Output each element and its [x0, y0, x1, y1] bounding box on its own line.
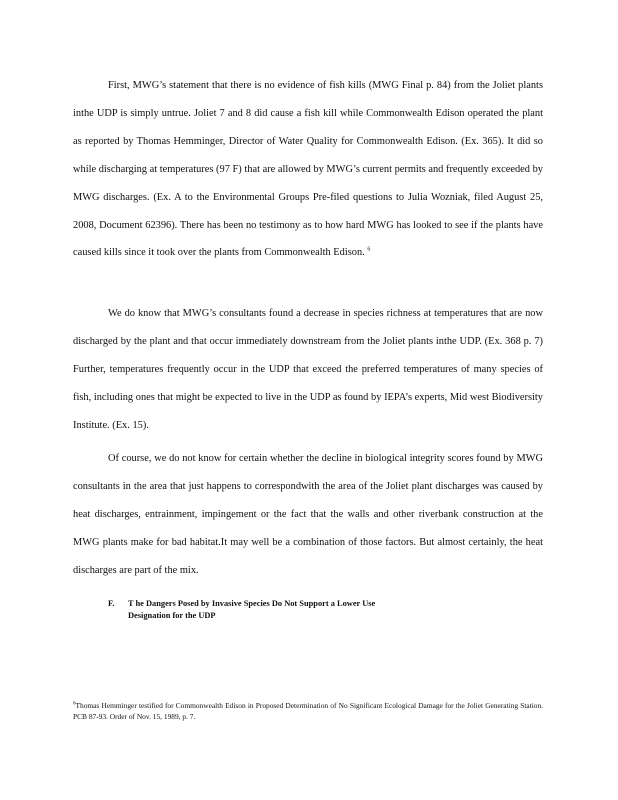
paragraph-biological-integrity: [73, 445, 543, 585]
paragraph-species-richness: [73, 300, 543, 440]
section-heading-line-1: T he Dangers Posed by Invasive Species Do Not Support a Lower Use: [128, 599, 376, 608]
paragraph-fish-kills: [73, 72, 543, 267]
section-heading-line-2: Designation for the UDP: [128, 611, 216, 620]
section-heading: [108, 598, 508, 622]
footnote-reference: 6: [367, 246, 371, 253]
footnote-mark: 6: [73, 701, 76, 707]
paragraph-2-text: We do know that MWG’s consultants found a decrease in species richness at temperatures that are now discharged by the plant and that occur immediately downstream from the Joliet plants inthe UDP. (Ex. 368 p. 7) Further, temperatures frequently occur in the UDP that exceed the preferred temperatures of many species of fish, including ones that might be expected to live in the UDP as found by IEPA’s experts, Mid west Biodiversity Institute. (Ex. 15).: [73, 308, 543, 431]
footnote-text: Thomas Hemminger testified for Commonwealth Edison in Proposed Determination of No Significant Ecological Damage for the Joliet Generating Station. PCB 87-93. Order of Nov. 15, 1989, p. 7.: [73, 701, 543, 721]
paragraph-3-text: Of course, we do not know for certain whether the decline in biological integrity scores found by MWG consultants in the area that just happens to correspondwith the area of the Joliet plant discharges was caused by heat discharges, entrainment, impingement or the fact that the walls and other riverbank construction at the MWG plants make for bad habitat.It may well be a combination of those factors. But almost certainly, the heat discharges are part of the mix.: [73, 453, 543, 576]
footnote: [73, 700, 543, 722]
section-heading-letter: F.: [108, 599, 115, 608]
paragraph-1-text: First, MWG’s statement that there is no evidence of fish kills (MWG Final p. 84) from the Joliet plants inthe UDP is simply untrue. Joliet 7 and 8 did cause a fish kill while Commonwealth Edison operated the plant as reported by Thomas Hemminger, Director of Water Quality for Commonwealth Edison. (Ex. 365). It did so while discharging at temperatures (97 F) that are allowed by MWG’s current permits and frequently exceeded by MWG discharges. (Ex. A to the Environmental Groups Pre-filed questions to Julia Wozniak, filed August 25, 2008, Document 62396). There has been no testimony as to how hard MWG has looked to see if the plants have caused kills since it took over the plants from Commonwealth Edison.: [73, 80, 543, 259]
